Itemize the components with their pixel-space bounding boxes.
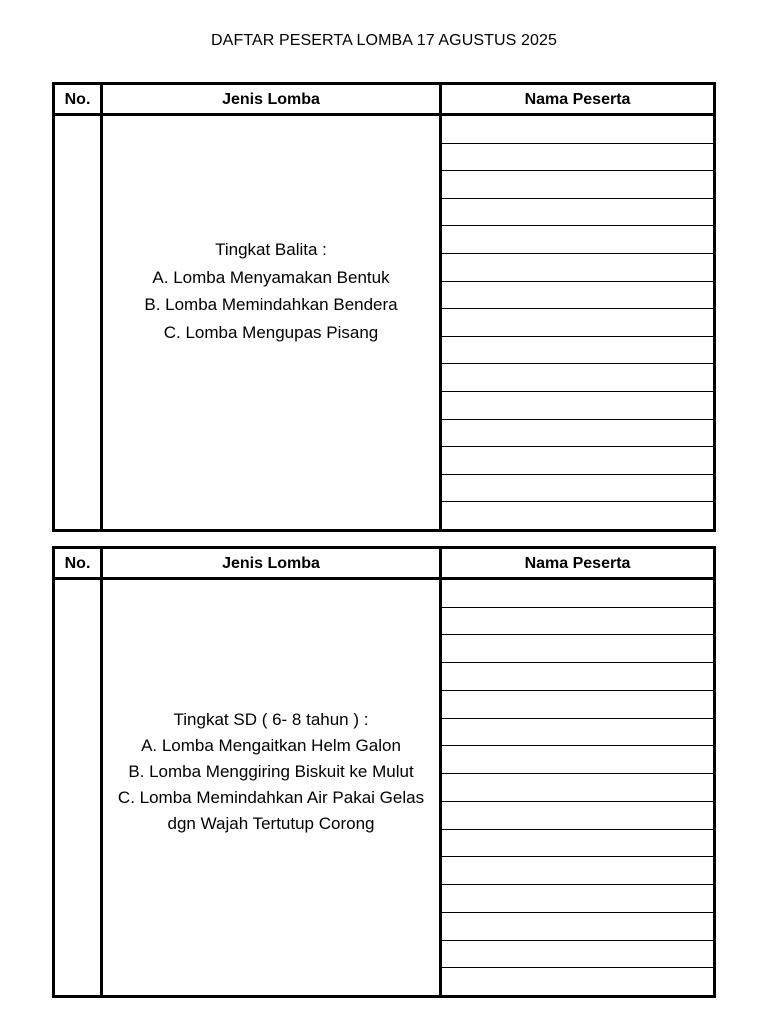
nama-peserta-entry-row [442,502,713,529]
nama-peserta-entry-row [442,580,713,608]
table-header-row [55,549,713,580]
jenis-lomba-cell [103,116,439,529]
nama-peserta-entry-row [442,774,713,802]
jenis-line: B. Lomba Memindahkan Bendera [144,295,398,314]
nama-peserta-entry-row [442,913,713,941]
nama-peserta-entry-row [442,802,713,830]
nama-peserta-entry-row [442,691,713,719]
nama-peserta-entry-row [442,364,713,392]
nama-peserta-entry-row [442,254,713,282]
nama-peserta-column [442,116,713,529]
nama-peserta-entry-row [442,447,713,475]
jenis-lomba-text [103,236,439,346]
jenis-line: C. Lomba Mengupas Pisang [163,322,379,342]
nama-peserta-entry-row [442,144,713,172]
header-jenis-lomba: Jenis Lomba [222,555,320,572]
nama-peserta-entry-row [442,309,713,337]
nama-peserta-entry-row [442,635,713,663]
jenis-lomba-cell [103,580,439,995]
nama-peserta-entry-row [442,116,713,144]
header-jenis-lomba: Jenis Lomba [222,91,320,108]
participant-table-sd [52,546,716,998]
nama-peserta-entry-row [442,746,713,774]
jenis-line: dgn Wajah Tertutup Corong [167,814,375,833]
jenis-line: Tingkat Balita : [215,240,327,259]
participant-table-balita [52,82,716,532]
header-nama-peserta: Nama Peserta [524,91,631,108]
table-header-row [55,85,713,116]
nama-peserta-entry-row [442,663,713,691]
header-nama-peserta: Nama Peserta [524,555,631,572]
nama-peserta-entry-row [442,719,713,747]
nama-peserta-entry-row [442,941,713,969]
header-no: No. [64,91,91,108]
table-body [55,116,713,529]
nama-peserta-entry-row [442,857,713,885]
jenis-line: A. Lomba Mengaitkan Helm Galon [141,736,401,755]
jenis-line: C. Lomba Memindahkan Air Pakai Gelas [117,788,425,807]
document-title: DAFTAR PESERTA LOMBA 17 AGUSTUS 2025 [211,32,557,49]
nama-peserta-entry-row [442,608,713,636]
nama-peserta-entry-row [442,199,713,227]
nama-peserta-entry-row [442,337,713,365]
nama-peserta-column [442,580,713,995]
nama-peserta-entry-row [442,226,713,254]
header-no: No. [64,555,91,572]
nama-peserta-entry-row [442,420,713,448]
nama-peserta-entry-row [442,885,713,913]
nama-peserta-entry-row [442,282,713,310]
table-body [55,580,713,995]
nama-peserta-entry-row [442,830,713,858]
nama-peserta-entry-row [442,968,713,995]
nama-peserta-entry-row [442,392,713,420]
jenis-line: A. Lomba Menyamakan Bentuk [152,267,390,287]
nama-peserta-entry-row [442,475,713,503]
jenis-lomba-text [103,707,439,837]
jenis-line: Tingkat SD ( 6- 8 tahun ) : [173,710,369,729]
nama-peserta-entry-row [442,171,713,199]
jenis-line: B. Lomba Menggiring Biskuit ke Mulut [128,762,414,781]
